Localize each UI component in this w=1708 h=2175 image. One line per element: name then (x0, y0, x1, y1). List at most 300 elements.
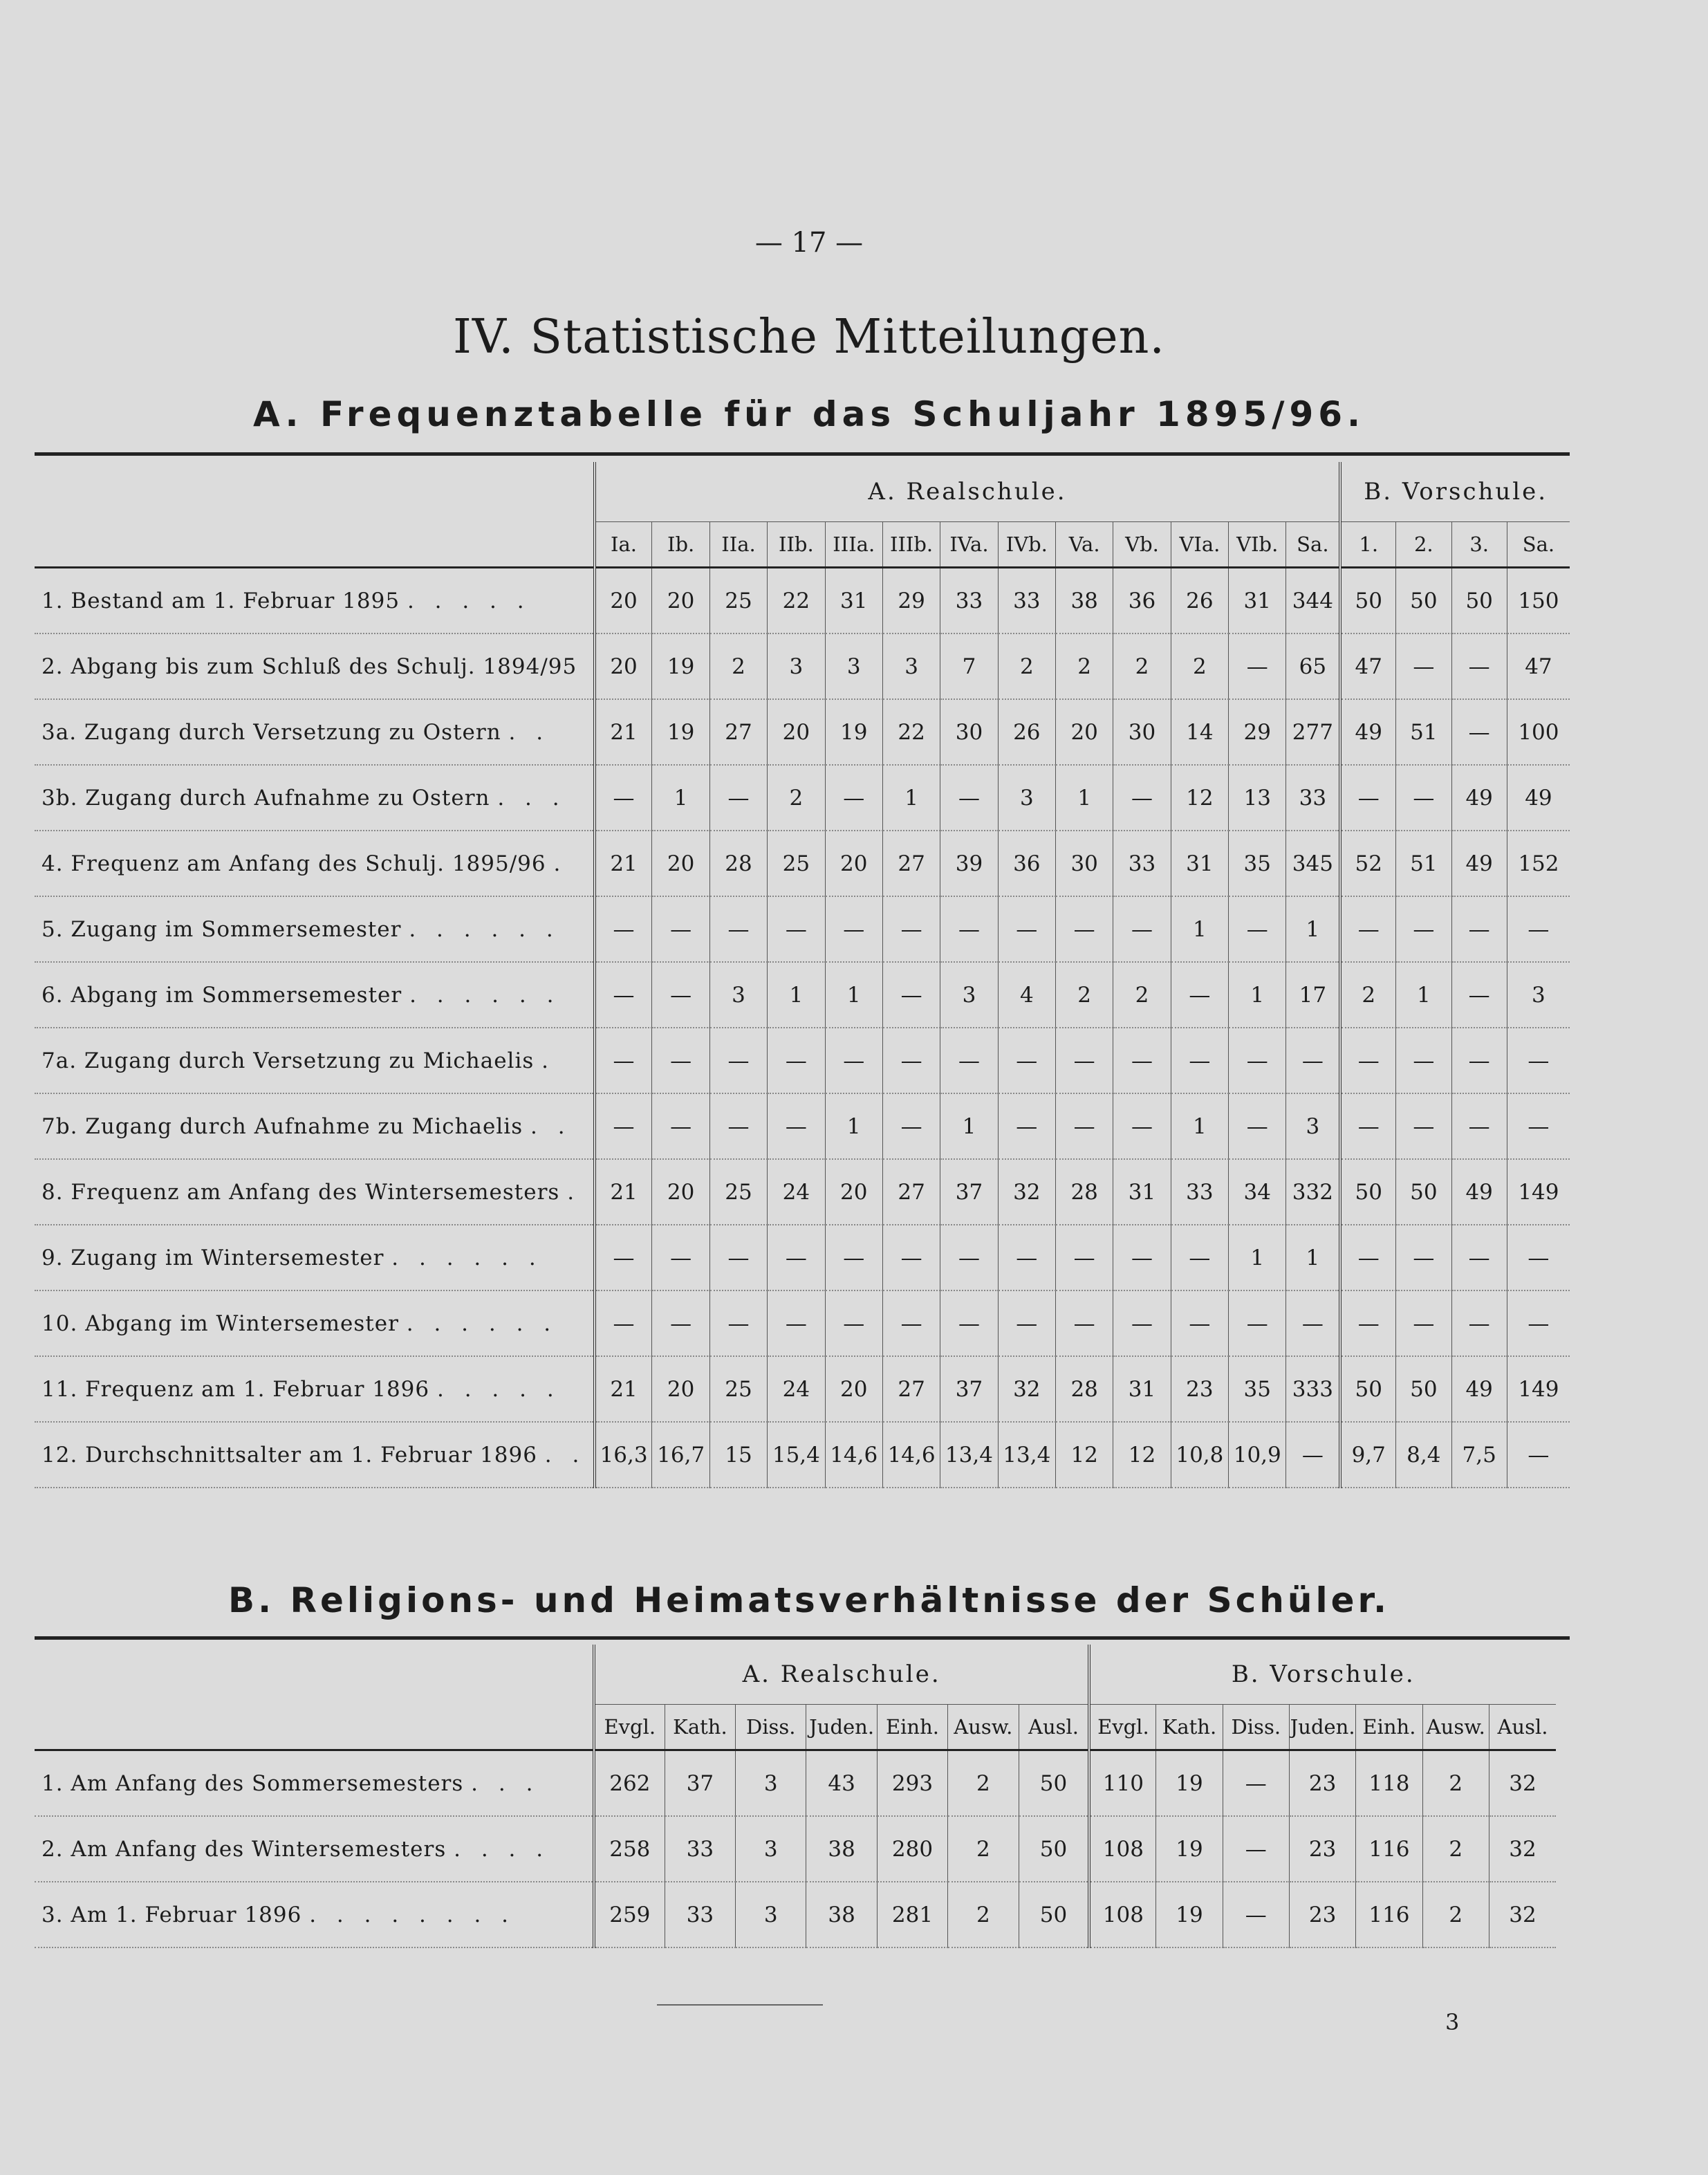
table-cell: — (1229, 1290, 1286, 1356)
leader-dots: . . . . . . (409, 982, 561, 1008)
table-cell: 50 (1396, 1356, 1451, 1422)
table-cell: 65 (1286, 633, 1340, 699)
table-cell: — (1340, 1225, 1395, 1290)
table-cell: 149 (1507, 1159, 1570, 1225)
table-cell: 30 (940, 699, 998, 765)
table-cell: 2 (1422, 1882, 1489, 1947)
table-cell: 333 (1286, 1356, 1340, 1422)
row-label-text: 3b. Zugang durch Aufnahme zu Ostern (41, 785, 490, 811)
religion-table (35, 1645, 1556, 1948)
relig-col-header: Einh. (877, 1705, 947, 1750)
table-cell: 21 (595, 1356, 652, 1422)
table-cell: — (595, 896, 652, 962)
table-cell: — (940, 896, 998, 962)
table-cell: 19 (825, 699, 882, 765)
table-cell: 20 (652, 568, 709, 634)
table-cell: 9,7 (1340, 1422, 1395, 1488)
table-cell: — (1340, 1093, 1395, 1159)
table-cell: 28 (1055, 1159, 1113, 1225)
table-cell: 1 (1171, 1093, 1228, 1159)
table-row (35, 1882, 1556, 1947)
table-cell: 33 (940, 568, 998, 634)
table-cell: — (652, 896, 709, 962)
table-cell: — (709, 765, 767, 831)
row-label (35, 962, 595, 1028)
table-cell: — (1396, 896, 1451, 962)
table-cell: 19 (652, 699, 709, 765)
table-cell: 49 (1340, 699, 1395, 765)
freq-col-header: IIIb. (882, 522, 940, 568)
leader-dots: . (541, 1048, 556, 1073)
table-cell: 1 (1286, 896, 1340, 962)
religion-group-header (35, 1645, 1556, 1705)
table-cell: — (825, 1290, 882, 1356)
table-cell: 1 (825, 1093, 882, 1159)
row-label (35, 633, 595, 699)
table-cell: — (1340, 896, 1395, 962)
table-cell: 19 (1156, 1882, 1223, 1947)
table-cell: 8,4 (1396, 1422, 1451, 1488)
leader-dots: . . (530, 1113, 572, 1139)
table-cell: — (1113, 896, 1171, 962)
row-label (35, 896, 595, 962)
group-vorschule-b: B. Vorschule. (1089, 1645, 1556, 1705)
table-cell: — (940, 765, 998, 831)
table-cell: 1 (1396, 962, 1451, 1028)
table-cell: 27 (709, 699, 767, 765)
relig-col-header: Evgl. (594, 1705, 665, 1750)
table-cell: 16,7 (652, 1422, 709, 1488)
freq-col-header: 2. (1396, 522, 1451, 568)
page-title: IV. Statistische Mitteilungen. (453, 310, 1165, 364)
table-cell: 20 (825, 1159, 882, 1225)
table-row (35, 1750, 1556, 1817)
table-cell: 24 (768, 1159, 825, 1225)
table-cell: 20 (768, 699, 825, 765)
table-cell: 14,6 (882, 1422, 940, 1488)
table-cell: 37 (940, 1159, 998, 1225)
table-cell: 13 (1229, 765, 1286, 831)
table-cell: — (882, 1028, 940, 1093)
table-cell: — (709, 1093, 767, 1159)
row-label (35, 1356, 595, 1422)
table-cell: 35 (1229, 831, 1286, 896)
table-cell: 33 (998, 568, 1055, 634)
table-cell: — (1229, 1093, 1286, 1159)
freq-col-header: IIb. (768, 522, 825, 568)
table-cell: 12 (1171, 765, 1228, 831)
table-cell: 50 (1019, 1882, 1089, 1947)
table-cell: 36 (998, 831, 1055, 896)
table-cell: 38 (806, 1882, 877, 1947)
table-cell: 49 (1507, 765, 1570, 831)
table-cell: — (825, 1028, 882, 1093)
table-cell: — (825, 896, 882, 962)
freq-col-header: Sa. (1286, 522, 1340, 568)
table-cell: — (1507, 1093, 1570, 1159)
top-rule-a (35, 452, 1570, 456)
table-cell: — (1286, 1290, 1340, 1356)
relig-col-header: Diss. (1223, 1705, 1289, 1750)
table-cell: — (1396, 765, 1451, 831)
table-cell: — (652, 962, 709, 1028)
table-cell: — (1055, 1028, 1113, 1093)
freq-col-header: VIb. (1229, 522, 1286, 568)
freq-col-header: Vb. (1113, 522, 1171, 568)
table-cell: 39 (940, 831, 998, 896)
freq-col-header: Va. (1055, 522, 1113, 568)
row-label-text: 5. Zugang im Sommersemester (41, 916, 402, 942)
table-cell: — (882, 1225, 940, 1290)
table-cell: 281 (877, 1882, 947, 1947)
table-cell: — (998, 1225, 1055, 1290)
relig-col-header: Juden. (806, 1705, 877, 1750)
table-cell: 33 (665, 1816, 735, 1882)
table-cell: 2 (709, 633, 767, 699)
table-cell: — (768, 1028, 825, 1093)
table-cell: 14,6 (825, 1422, 882, 1488)
table-cell: 110 (1089, 1750, 1155, 1817)
table-cell: 31 (1229, 568, 1286, 634)
leader-dots: . . (544, 1442, 586, 1468)
leader-dots: . . . . . . (391, 1245, 543, 1270)
table-cell: 17 (1286, 962, 1340, 1028)
row-label-text: 6. Abgang im Sommersemester (41, 982, 402, 1008)
frequency-group-header (35, 462, 1570, 522)
table-cell: — (1171, 1028, 1228, 1093)
table-cell: — (998, 1093, 1055, 1159)
table-cell: 19 (1156, 1750, 1223, 1817)
row-label (35, 1750, 594, 1817)
table-cell: 50 (1019, 1750, 1089, 1817)
relig-col-header: Ausl. (1019, 1705, 1089, 1750)
table-cell: 280 (877, 1816, 947, 1882)
table-cell: 16,3 (595, 1422, 652, 1488)
separator-line (657, 2004, 823, 2006)
table-cell: — (595, 1028, 652, 1093)
freq-col-header: Ib. (652, 522, 709, 568)
row-label-text: 11. Frequenz am 1. Februar 1896 (41, 1376, 430, 1402)
row-label (35, 568, 595, 634)
table-cell: — (1055, 1225, 1113, 1290)
group-realschule-b: A. Realschule. (594, 1645, 1090, 1705)
table-cell: — (1451, 633, 1507, 699)
table-cell: 35 (1229, 1356, 1286, 1422)
table-cell: 1 (1171, 896, 1228, 962)
relig-col-header: Evgl. (1089, 1705, 1155, 1750)
row-label-text: 1. Am Anfang des Sommersemesters (41, 1770, 464, 1796)
group-realschule: A. Realschule. (595, 462, 1341, 522)
leader-dots: . . (508, 719, 550, 745)
table-cell: — (595, 1290, 652, 1356)
table-cell: 13,4 (998, 1422, 1055, 1488)
table-cell: 2 (948, 1816, 1019, 1882)
row-label-text: 3. Am 1. Februar 1896 (41, 1902, 302, 1927)
table-cell: 26 (998, 699, 1055, 765)
table-cell: — (1113, 765, 1171, 831)
table-cell: 51 (1396, 831, 1451, 896)
table-cell: 1 (1229, 1225, 1286, 1290)
freq-col-header: IVa. (940, 522, 998, 568)
table-row (35, 1816, 1556, 1882)
table-cell: 3 (825, 633, 882, 699)
table-cell: 24 (768, 1356, 825, 1422)
relig-col-header: Diss. (736, 1705, 806, 1750)
table-cell: 149 (1507, 1356, 1570, 1422)
table-cell: 27 (882, 1356, 940, 1422)
table-cell: 50 (1396, 568, 1451, 634)
table-row (35, 962, 1570, 1028)
table-cell: 25 (709, 1356, 767, 1422)
leader-dots: . . . . . (407, 588, 531, 613)
table-cell: — (1451, 1093, 1507, 1159)
table-cell: 20 (1055, 699, 1113, 765)
table-cell: 49 (1451, 1159, 1507, 1225)
freq-col-header: IIa. (709, 522, 767, 568)
table-cell: 21 (595, 831, 652, 896)
table-cell: 28 (1055, 1356, 1113, 1422)
table-cell: — (882, 962, 940, 1028)
table-cell: 2 (1055, 633, 1113, 699)
religion-column-header (35, 1705, 1556, 1750)
table-cell: 21 (595, 1159, 652, 1225)
table-cell: 2 (1055, 962, 1113, 1028)
row-label-text: 2. Am Anfang des Wintersemesters (41, 1836, 447, 1862)
table-cell: 152 (1507, 831, 1570, 896)
leader-dots: . . . . . . (409, 916, 560, 942)
table-cell: 2 (948, 1750, 1019, 1817)
footer-number: 3 (1445, 2009, 1460, 2035)
relig-col-header: Ausw. (1422, 1705, 1489, 1750)
table-cell: — (709, 1290, 767, 1356)
table-cell: — (1451, 1290, 1507, 1356)
page-number: — 17 — (754, 227, 864, 259)
table-row (35, 568, 1570, 634)
leader-dots: . (553, 851, 568, 876)
table-cell: 2 (1171, 633, 1228, 699)
row-label-text: 7a. Zugang durch Versetzung zu Michaelis (41, 1048, 535, 1073)
table-cell: 12 (1055, 1422, 1113, 1488)
table-cell: 20 (825, 1356, 882, 1422)
table-cell: 2 (768, 765, 825, 831)
table-cell: — (1507, 1225, 1570, 1290)
row-label-text: 3a. Zugang durch Versetzung zu Ostern (41, 719, 501, 745)
table-cell: 31 (825, 568, 882, 634)
table-cell: — (1229, 633, 1286, 699)
table-cell: 27 (882, 1159, 940, 1225)
table-cell: 3 (736, 1882, 806, 1947)
leader-dots: . . . . . . . . (309, 1902, 516, 1927)
table-cell: 31 (1113, 1159, 1171, 1225)
table-cell: — (1507, 1028, 1570, 1093)
row-label (35, 831, 595, 896)
table-cell: — (940, 1290, 998, 1356)
freq-col-header: IVb. (998, 522, 1055, 568)
table-cell: 116 (1356, 1882, 1422, 1947)
table-cell: 1 (768, 962, 825, 1028)
table-cell: — (1229, 1028, 1286, 1093)
table-cell: 7,5 (1451, 1422, 1507, 1488)
table-cell: 33 (665, 1882, 735, 1947)
table-cell: — (1171, 1290, 1228, 1356)
table-cell: 36 (1113, 568, 1171, 634)
row-label-text: 8. Frequenz am Anfang des Wintersemesters (41, 1179, 560, 1205)
table-cell: 2 (1340, 962, 1395, 1028)
table-cell: — (1171, 1225, 1228, 1290)
table-cell: 50 (1396, 1159, 1451, 1225)
leader-dots: . . . (497, 785, 566, 811)
table-cell: 262 (594, 1750, 665, 1817)
table-cell: 38 (806, 1816, 877, 1882)
table-cell: — (1113, 1290, 1171, 1356)
table-cell: — (1507, 896, 1570, 962)
relig-col-header: Ausw. (948, 1705, 1019, 1750)
table-row (35, 765, 1570, 831)
row-label (35, 1882, 594, 1947)
table-row (35, 1028, 1570, 1093)
table-cell: 19 (652, 633, 709, 699)
table-cell: 49 (1451, 765, 1507, 831)
frequency-column-header (35, 522, 1570, 568)
table-cell: — (998, 896, 1055, 962)
row-label-text: 10. Abgang im Wintersemester (41, 1311, 399, 1336)
table-cell: 258 (594, 1816, 665, 1882)
table-row (35, 831, 1570, 896)
table-cell: 50 (1340, 1159, 1395, 1225)
table-cell: 23 (1289, 1882, 1355, 1947)
table-cell: 12 (1113, 1422, 1171, 1488)
freq-col-header: VIa. (1171, 522, 1228, 568)
row-label (35, 1816, 594, 1882)
row-label (35, 1028, 595, 1093)
section-b-title: B. Religions- und Heimatsverhältnisse der Schüler. (228, 1580, 1391, 1620)
table-cell: — (1113, 1028, 1171, 1093)
table-cell: 1 (940, 1093, 998, 1159)
table-cell: 1 (1229, 962, 1286, 1028)
table-cell: — (825, 1225, 882, 1290)
table-cell: — (709, 896, 767, 962)
table-cell: 31 (1171, 831, 1228, 896)
leader-dots: . . . (471, 1770, 540, 1796)
table-cell: — (709, 1028, 767, 1093)
table-cell: 2 (1422, 1816, 1489, 1882)
table-cell: 20 (825, 831, 882, 896)
table-cell: — (1396, 1093, 1451, 1159)
relig-col-header: Einh. (1356, 1705, 1422, 1750)
table-cell: 29 (882, 568, 940, 634)
table-cell: — (998, 1028, 1055, 1093)
table-cell: 332 (1286, 1159, 1340, 1225)
table-cell: 37 (665, 1750, 735, 1817)
table-cell: 52 (1340, 831, 1395, 896)
table-cell: 28 (709, 831, 767, 896)
table-cell: — (1451, 699, 1507, 765)
relig-col-header: Ausl. (1489, 1705, 1556, 1750)
table-cell: — (1223, 1816, 1289, 1882)
table-cell: 259 (594, 1882, 665, 1947)
table-cell: 13,4 (940, 1422, 998, 1488)
table-cell: — (882, 1093, 940, 1159)
table-cell: 19 (1156, 1816, 1223, 1882)
group-vorschule: B. Vorschule. (1340, 462, 1570, 522)
table-cell: 32 (998, 1159, 1055, 1225)
table-cell: 100 (1507, 699, 1570, 765)
table-cell: — (1113, 1225, 1171, 1290)
table-cell: — (768, 1093, 825, 1159)
table-cell: 2 (948, 1882, 1019, 1947)
table-cell: — (768, 896, 825, 962)
table-cell: — (1113, 1093, 1171, 1159)
table-cell: 31 (1113, 1356, 1171, 1422)
table-cell: 23 (1171, 1356, 1228, 1422)
table-row (35, 1159, 1570, 1225)
table-cell: 1 (825, 962, 882, 1028)
table-cell: 32 (1489, 1816, 1556, 1882)
table-cell: — (1396, 1290, 1451, 1356)
table-cell: — (1055, 1290, 1113, 1356)
table-row (35, 1093, 1570, 1159)
table-cell: — (825, 765, 882, 831)
table-cell: — (1507, 1422, 1570, 1488)
table-cell: 345 (1286, 831, 1340, 896)
table-cell: 32 (1489, 1882, 1556, 1947)
table-cell: — (768, 1290, 825, 1356)
table-cell: — (1223, 1882, 1289, 1947)
row-label (35, 1093, 595, 1159)
row-label (35, 1225, 595, 1290)
freq-col-header: Sa. (1507, 522, 1570, 568)
table-cell: — (1451, 962, 1507, 1028)
table-cell: 293 (877, 1750, 947, 1817)
table-cell: 49 (1451, 1356, 1507, 1422)
row-label-text: 2. Abgang bis zum Schluß des Schulj. 1894/95 (41, 654, 577, 679)
table-row (35, 1290, 1570, 1356)
table-cell: 20 (652, 1159, 709, 1225)
row-label (35, 1159, 595, 1225)
table-cell: 277 (1286, 699, 1340, 765)
table-row (35, 633, 1570, 699)
table-cell: — (1451, 1225, 1507, 1290)
table-cell: 4 (998, 962, 1055, 1028)
row-label (35, 699, 595, 765)
row-label-text: 12. Durchschnittsalter am 1. Februar 1896 (41, 1442, 537, 1468)
table-cell: — (768, 1225, 825, 1290)
leader-dots: . . . . . (437, 1376, 561, 1402)
table-cell: 50 (1451, 568, 1507, 634)
row-label-text: 9. Zugang im Wintersemester (41, 1245, 384, 1270)
table-cell: — (1396, 1028, 1451, 1093)
table-cell: 108 (1089, 1882, 1155, 1947)
table-cell: 2 (1422, 1750, 1489, 1817)
table-cell: 20 (652, 1356, 709, 1422)
table-cell: 10,9 (1229, 1422, 1286, 1488)
row-label-text: 1. Bestand am 1. Februar 1895 (41, 588, 400, 613)
table-cell: 33 (1286, 765, 1340, 831)
section-a-title: A. Frequenztabelle für das Schuljahr 1895/96. (252, 394, 1366, 434)
table-cell: 1 (1055, 765, 1113, 831)
table-cell: — (1286, 1422, 1340, 1488)
table-cell: 25 (709, 1159, 767, 1225)
relig-col-header: Juden. (1289, 1705, 1355, 1750)
table-cell: — (595, 962, 652, 1028)
freq-col-header: IIIa. (825, 522, 882, 568)
table-cell: 3 (1286, 1093, 1340, 1159)
table-cell: 108 (1089, 1816, 1155, 1882)
table-cell: 15 (709, 1422, 767, 1488)
table-cell: 10,8 (1171, 1422, 1228, 1488)
table-cell: 49 (1451, 831, 1507, 896)
table-cell: 150 (1507, 568, 1570, 634)
